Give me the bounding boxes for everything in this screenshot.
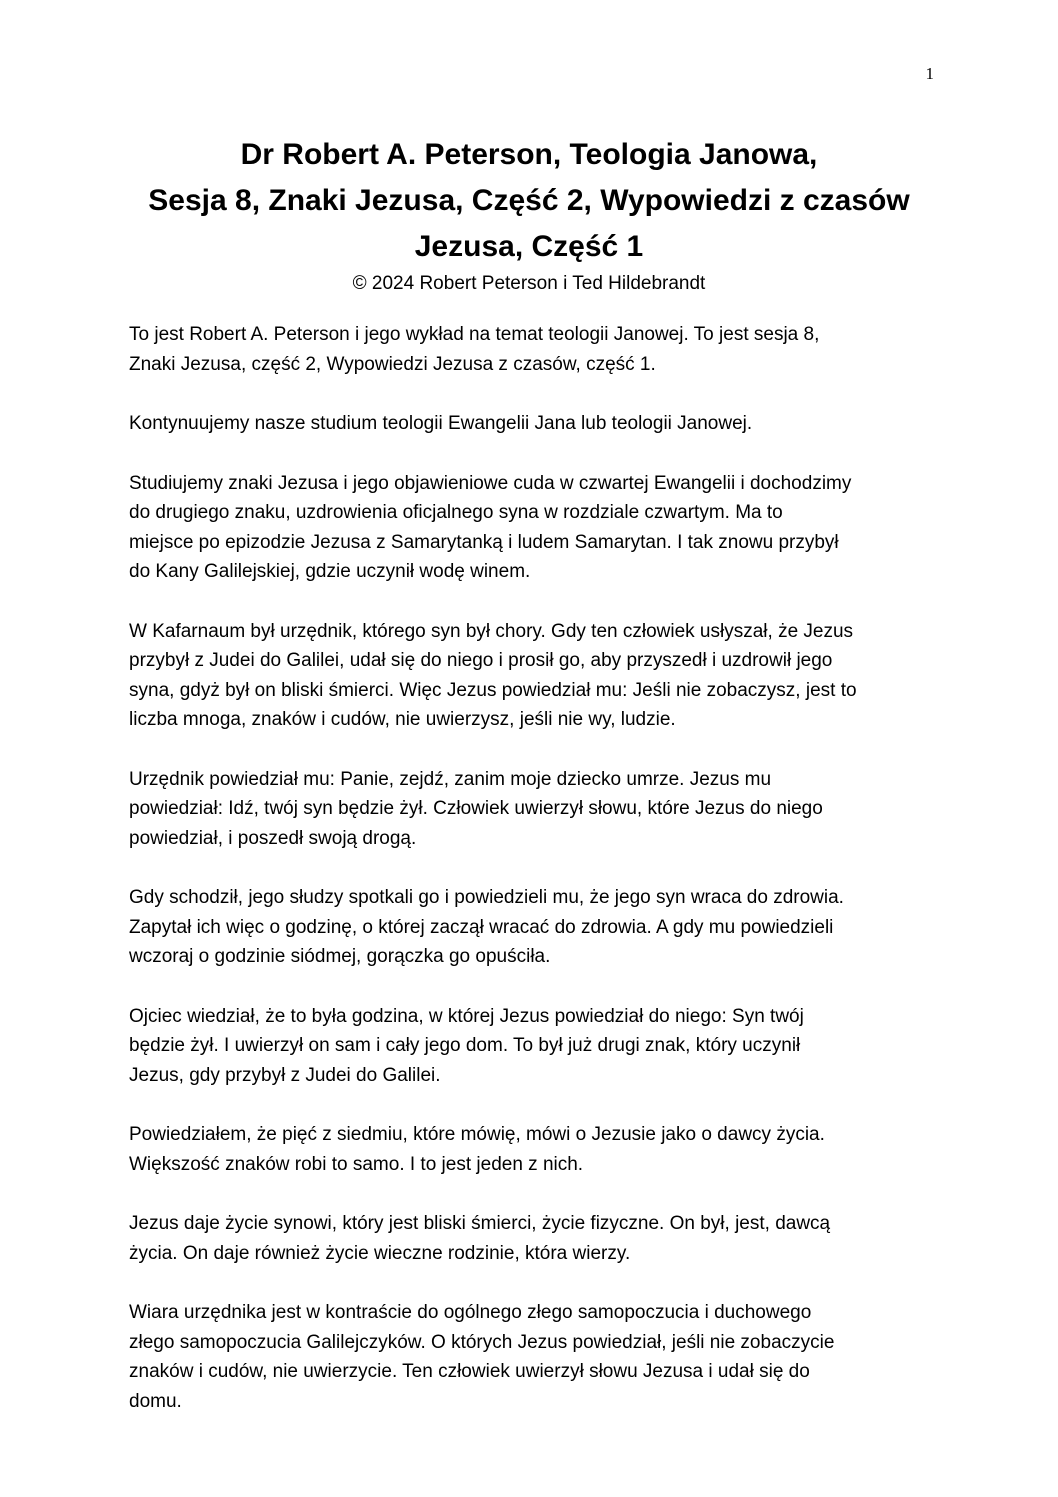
- title-line: Sesja 8, Znaki Jezusa, Część 2, Wypowiedzi z czasów: [148, 184, 910, 217]
- paragraph-line: Studiujemy znaki Jezusa i jego objawieniowe cuda w czwartej Ewangelii i dochodzimy: [129, 472, 852, 494]
- title-line: Dr Robert A. Peterson, Teologia Janowa,: [240, 138, 818, 171]
- paragraph-line: powiedział: Idź, twój syn będzie żył. Człowiek uwierzył słowu, które Jezus do niego: [129, 798, 823, 819]
- copyright-notice: © 2024 Robert Peterson i Ted Hildebrandt: [352, 273, 706, 294]
- page-number: 1: [925, 64, 934, 83]
- paragraph: [129, 883, 949, 972]
- paragraph-line: Urzędnik powiedział mu: Panie, zejdź, zanim moje dziecko umrze. Jezus mu: [129, 768, 772, 790]
- paragraph-line: To jest Robert A. Peterson i jego wykład na temat teologii Janowej. To jest sesja 8,: [129, 324, 820, 345]
- paragraph-line: przybył z Judei do Galilei, udał się do niego i prosił go, aby przyszedł i uzdrowił jego: [129, 650, 833, 671]
- paragraph: [129, 617, 949, 735]
- document-body: [129, 320, 949, 1446]
- paragraph-line: syna, gdyż był on bliski śmierci. Więc Jezus powiedział mu: Jeśli nie zobaczysz, jest to: [129, 679, 857, 701]
- paragraph-line: będzie żył. I uwierzył on sam i cały jego dom. To był już drugi znak, który uczynił: [129, 1035, 801, 1056]
- paragraph: [129, 1120, 949, 1179]
- paragraph: [129, 1209, 949, 1268]
- paragraph-line: liczba mnoga, znaków i cudów, nie uwierzysz, jeśli nie wy, ludzie.: [129, 709, 676, 730]
- paragraph-line: Znaki Jezusa, część 2, Wypowiedzi Jezusa z czasów, część 1.: [129, 353, 656, 375]
- paragraph-line: znaków i cudów, nie uwierzycie. Ten człowiek uwierzył słowu Jezusa i udał się do: [129, 1361, 810, 1382]
- paragraph: [129, 409, 949, 439]
- paragraph-line: Ojciec wiedział, że to była godzina, w której Jezus powiedział do niego: Syn twój: [129, 1005, 804, 1027]
- paragraph-line: miejsce po epizodzie Jezusa z Samarytanką i ludem Samarytan. I tak znowu przybył: [129, 531, 839, 553]
- paragraph: [129, 469, 949, 587]
- paragraph-line: Gdy schodził, jego słudzy spotkali go i powiedzieli mu, że jego syn wraca do zdrowia.: [129, 887, 844, 908]
- paragraph-line: do drugiego znaku, uzdrowienia oficjalnego syna w rozdziale czwartym. Ma to: [129, 502, 783, 523]
- paragraph: [129, 1002, 949, 1091]
- paragraph-line: wczoraj o godzinie siódmej, gorączka go opuściła.: [129, 946, 551, 967]
- paragraph-line: Jezus daje życie synowi, który jest bliski śmierci, życie fizyczne. On był, jest, dawcą: [129, 1213, 831, 1234]
- paragraph: [129, 1298, 949, 1416]
- paragraph-line: Kontynuujemy nasze studium teologii Ewangelii Jana lub teologii Janowej.: [129, 413, 753, 434]
- paragraph-line: powiedział, i poszedł swoją drogą.: [129, 827, 417, 849]
- paragraph-line: Jezus, gdy przybył z Judei do Galilei.: [129, 1064, 441, 1086]
- paragraph-line: Większość znaków robi to samo. I to jest jeden z nich.: [129, 1153, 584, 1175]
- paragraph-line: Powiedziałem, że pięć z siedmiu, które mówię, mówi o Jezusie jako o dawcy życia.: [129, 1124, 825, 1145]
- paragraph-line: domu.: [129, 1390, 182, 1412]
- title-line: Jezusa, Część 1: [414, 230, 644, 263]
- paragraph: [129, 765, 949, 854]
- paragraph-line: do Kany Galilejskiej, gdzie uczynił wodę winem.: [129, 561, 531, 582]
- paragraph-line: złego samopoczucia Galilejczyków. O których Jezus powiedział, jeśli nie zobaczycie: [129, 1331, 835, 1353]
- paragraph-line: Zapytał ich więc o godzinę, o której zaczął wracać do zdrowia. A gdy mu powiedzieli: [129, 916, 834, 938]
- title-block: [100, 132, 958, 298]
- paragraph-line: życia. On daje również życie wieczne rodzinie, która wierzy.: [129, 1242, 631, 1264]
- paragraph-line: Wiara urzędnika jest w kontraście do ogólnego złego samopoczucia i duchowego: [129, 1302, 812, 1323]
- paragraph-line: W Kafarnaum był urzędnik, którego syn był chory. Gdy ten człowiek usłyszał, że Jezus: [129, 620, 854, 642]
- paragraph: [129, 320, 949, 379]
